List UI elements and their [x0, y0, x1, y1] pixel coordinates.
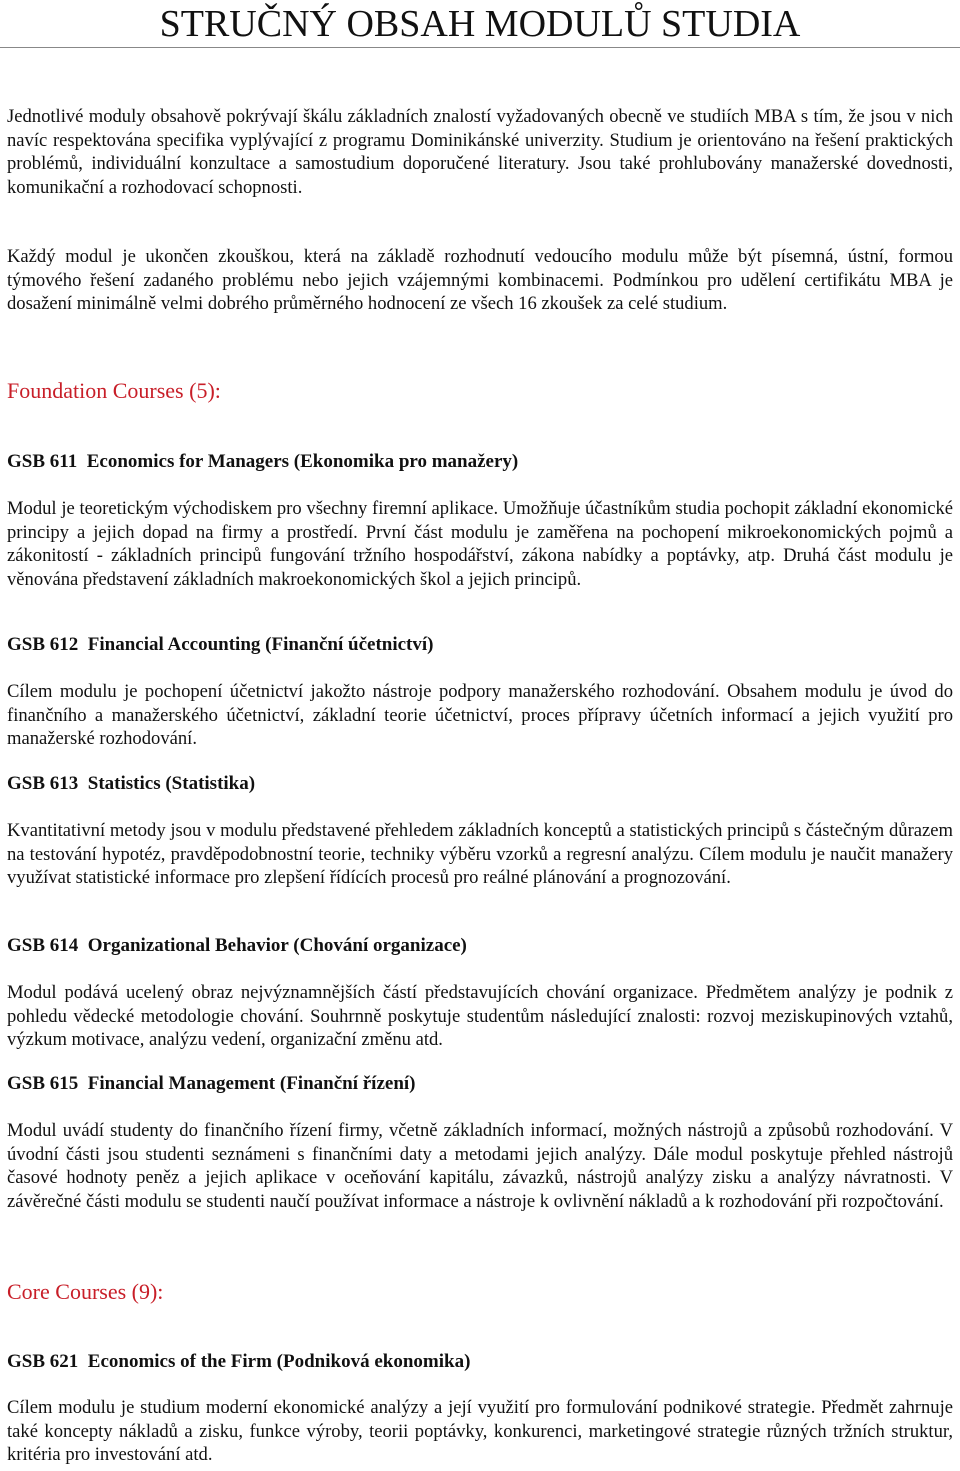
- course-code: GSB 613: [7, 773, 79, 794]
- intro-paragraph-2: Každý modul je ukončen zkouškou, která na základě rozhodnutí vedoucího modulu může být písemná, ústní, formou týmového řešení zadaného problému nebo jejich vzájemnými kombinacemi. Podmínkou pro udělení certifikátu MBA je dosažení minimálně velmi dobrého průměrného hodnocení ze všech 16 zkoušek za celé studium.: [7, 246, 953, 315]
- course-title-gsb621: [7, 1351, 470, 1373]
- course-name: Financial Accounting (Finanční účetnictví): [87, 634, 434, 655]
- document-title: STRUČNÝ OBSAH MODULŮ STUDIA: [159, 3, 801, 45]
- section-heading-core: Core Courses (9):: [7, 1279, 164, 1304]
- course-name: Economics for Managers (Ekonomika pro manažery): [86, 451, 519, 472]
- course-code: GSB 615: [7, 1073, 79, 1094]
- course-name: Organizational Behavior (Chování organizace): [87, 935, 467, 956]
- title-divider: [0, 47, 960, 48]
- course-description-gsb614: Modul podává ucelený obraz nejvýznamnějších částí představujících chování organizace. Předmětem analýzy je podnik z pohledu vědecké metodologie chování. Souhrnně poskytuje studentům následující znalosti: rozvoj meziskupinových vztahů, výzkum motivace, analýzu vedení, organizační změnu atd.: [7, 982, 953, 1051]
- course-description-gsb613: Kvantitativní metody jsou v modulu představené přehledem základních konceptů a statistických principů s částečným důrazem na testování hypotéz, pravděpodobnostní teorie, techniky výběru vzorků a regresní analýzu. Cílem modulu je naučit manažery využívat statistické informace pro zlepšení řídících procesů pro reálné plánování a prognozování.: [7, 820, 953, 889]
- course-code: GSB 612: [7, 634, 79, 655]
- course-title-gsb611: [7, 451, 518, 473]
- course-code: GSB 614: [7, 935, 79, 956]
- course-code: GSB 611: [7, 451, 78, 472]
- course-code: GSB 621: [7, 1351, 79, 1372]
- course-name: Statistics (Statistika): [87, 773, 256, 794]
- course-description-gsb611: Modul je teoretickým východiskem pro všechny firemní aplikace. Umožňuje účastníkům studia pochopit základní ekonomické principy a jejich dopad na firmy a prostředí. První část modulu je zaměřena na pochopení mikroekonomických pojmů a zákonitostí - základních principů fungování tržního hospodářství, zákona nabídky a poptávky, atp. Druhá část modulu je věnována představení základních makroekonomických škol a jejich principů.: [7, 498, 953, 590]
- course-name: Financial Management (Finanční řízení): [87, 1073, 416, 1094]
- course-description-gsb615: Modul uvádí studenty do finančního řízení firmy, včetně základních informací, možných nástrojů a způsobů rozhodování. V úvodní části jsou studenti seznámeni s finančními daty a metodami jejich analýzy. Dále modul poskytuje přehled nástrojů časové hodnoty peněz a jejich aplikace v oceňování kapitálu, závazků, nástrojů analýzy zisku a analýzy návratnosti. V závěrečné části modulu se studenti naučí používat informace a nástroje k ovlivnění nákladů a k rozhodování při rozpočtování.: [7, 1120, 953, 1212]
- course-description-gsb621: Cílem modulu je studium moderní ekonomické analýzy a její využití pro formulování podnikové strategie. Předmět zahrnuje také koncepty nákladů a zisku, funkce výroby, teorii poptávky, konkurenci, marketingové strategie různých tržních struktur, kritéria pro investování atd.: [7, 1397, 953, 1466]
- intro-paragraph-1: Jednotlivé moduly obsahově pokrývají škálu základních znalostí vyžadovaných obecně ve studiích MBA s tím, že jsou v nich navíc respektována specifika vyplývající z programu Dominikánské univerzity. Studium je orientováno na řešení praktických problémů, individuální konzultace a samostudium doporučené literatury. Jsou také prohlubovány manažerské dovednosti, komunikační a rozhodovací schopnosti.: [7, 106, 953, 198]
- course-description-gsb612: Cílem modulu je pochopení účetnictví jakožto nástroje podpory manažerského rozhodování. Obsahem modulu je úvod do finančního a manažerského účetnictví, základní teorie účetnictví, proces přípravy účetních informací a jejich využití pro manažerské rozhodování.: [7, 681, 953, 750]
- course-name: Economics of the Firm (Podniková ekonomika): [87, 1351, 471, 1372]
- course-title-gsb614: [7, 935, 467, 957]
- course-title-gsb613: [7, 773, 255, 795]
- section-heading-foundation: Foundation Courses (5):: [7, 378, 221, 403]
- course-title-gsb612: [7, 634, 433, 656]
- course-title-gsb615: [7, 1073, 416, 1095]
